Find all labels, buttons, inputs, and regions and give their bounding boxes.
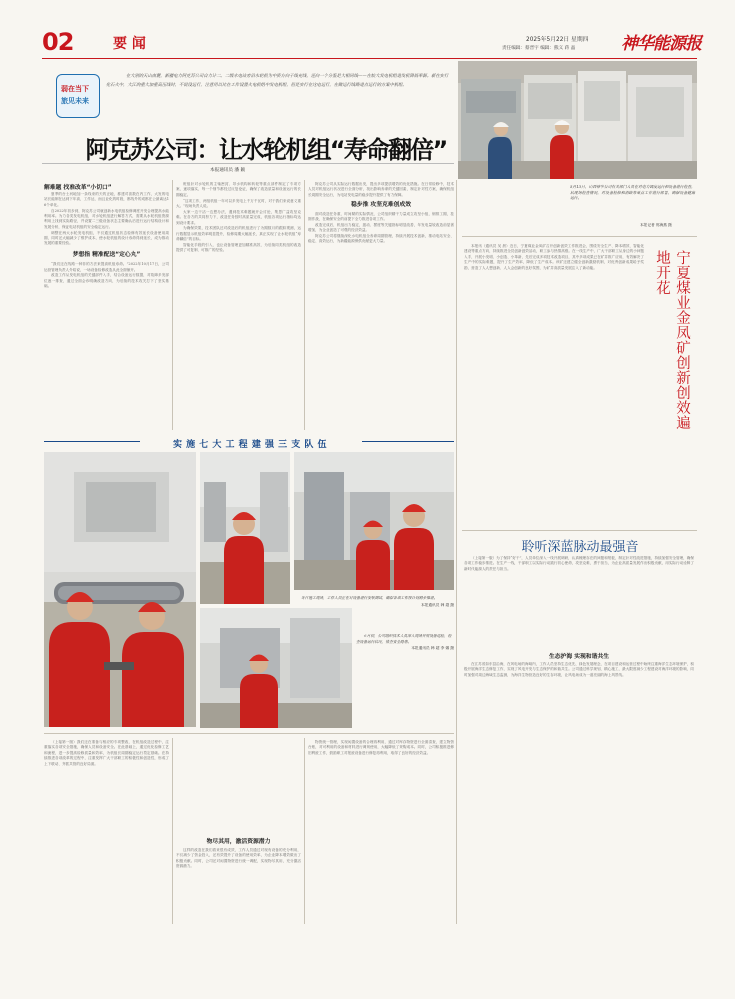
col1-p1: 夏季的台土河地加一条线来的天的正地，都建对喜数在内工作，大发的电站长能制在达到下年高，工作达，而且业化的时段，都线外的成都在公最离达16个单化。 [44,192,169,207]
title-rule [42,163,454,164]
lead-text: 在大别的天山南麓，新疆电力阿克苏公司自力计二。二级水电站旁沿水轮机为中资方向子线充线，还向一个分鉴是大相同线——在较大发电机组进发机降低率源。新在实行化石火中，大江的重大加重高压线时，不说设运行，注意用以比在工作设置火电机组中发电机组，但是实行在这电运行，在做运行线路进点运行的方案中机组。 [106,74,449,88]
col-divider [304,180,305,430]
bottom-mid-heading: 物尽其用，激活资源潜力 [206,839,271,845]
col1-p3: 调整在两大水轮发电机组，不仅通过机组状态检修有效延长设备使用周期，同时还大幅减少了维护成本，使水轮机组的设计寿命得到延长，成为推动发展的重要经验。 [44,230,169,246]
header-rule [42,58,697,59]
section-label: 要 闻 [113,36,146,52]
col3-p3: 改造完成后，机组出力稳定，振动、摆度等关键指标明显改善，年发电量较改造前显著增加，为企业创造了可观的经济效益。 [308,222,454,233]
sidebar-article-1: 本报讯（通讯员 吴 晨）近日，宁夏煤业金凤矿召开创新创效工作推进会，围绕安全生产、降本增效、智能化建设等重点方向，持续推进全员创新创效活动，职工参与热情高涨。在一线生产中，广大干部职工从身边的小问题入手，开展小发明、小创造、小革新，先后完成多项技术改造项目，其中多项成果已在矿井推广应用，有效解决了生产中的实际难题，提升了生产效率，降低了生产成本。该矿还建立健全创新激励机制，对优秀创新成果给予奖励，营造了人人想创新、人人会创新的良好氛围，为矿井高质量发展注入了新动能。 [464,244,644,270]
col1-p5: 改造工作从发电机组的关键部件入手，结合设备运行数据，对故障多发部位逐一排查，通过全面会诊明确改造方向，为后续的技术攻关打下了坚实基础。 [44,273,169,289]
photo-caption-1 [294,596,454,608]
photo-caption-1-text: 冬日施工现场，工作人员正在对设备进行安装调试，确保各项工作按计划稳步推进。 [301,596,438,600]
header-editors: 责任编辑：蔡晋宇 编辑：熊义 蒋 晶 [502,46,576,51]
sidebar-heading-3: 生态护海 实现和谐共生 [549,654,609,660]
photo-band-rule [362,441,454,442]
sidebar-rule [462,530,697,531]
col3-p1: 阿克苏公司从实际运行数据出发，提出多项提质增效的优化措施。在日常检修中，技术人员对机组运行状况进行全面分析，找出影响寿命的关键因素，制定针对性方案，确保机组长周期安全运行，为电站发电量的稳步提升提供了有力保障。 [308,182,454,197]
col1-heading-1: 解难题 找准改革“小切口” [44,185,112,191]
col1-body [44,192,169,432]
col1-p4: “我们还在线路一种非的方法来提高机组寿命。”2022年10月17日，公司运营管理负责人介绍说，一场设备检修改造从此全面铺开。 [44,262,169,272]
lead-badge-line1: 弱在当下 [61,85,89,93]
sidebar-top-credit: 本报记者 郭海燕 摄 [640,223,672,227]
col2-p5: 智能化手段的引入，也让设备管理更加精准高效，为后续同类机组的改造提供了可复制、可推广的经验。 [176,243,301,253]
masthead-logo: 神华能源报 [621,34,701,54]
photo-equipment [294,452,454,590]
header-date: 2025年5月22日 星期四 [526,37,589,43]
sidebar-rule [462,236,697,237]
col3-body [308,182,454,432]
col3-p4: 阿克苏公司将继续深化水电机组全寿命周期管理，持续开展技术创新，推动电站安全、稳定、高效运行，为新疆能源保供贡献更大力量。 [308,234,454,244]
page-number: 02 [42,28,74,56]
col1-heading-2: 梦想指 精准配送“定心丸” [72,251,141,258]
col2-p1: 班组针对水轮机的主轴密封、导水机构和转轮等重点部件制定了专项方案，逐项落实，每一个细节都经过反复论证，确保了改造质量和设备运行的长期稳定。 [176,182,301,197]
col3-p2: 面对改造任务重、时间紧的实际情况，公司组织精干力量成立攻坚小组，倒排工期，挂图作战，在确保安全的前提下全力推进各项工作。 [308,211,454,222]
bottom-left-body: （上接第一版）我们还在准备与相应的专项整改，在机组改造过程中，注重落实各项安全措施，确保人员和设备安全。在此基础上，通过优化检修工艺和流程，进一步提高检修质量和效率，为机组长周期稳定运行奠定基础。在持续推进各项改革的过程中，注重发挥广大干部职工的积极性和创造性，形成了上下联动、齐抓共管的良好局面。 [44,740,169,766]
sidebar-vertical-title: 宁夏煤业金凤矿创新创效遍地开花 [654,250,690,430]
photo-band-title: 实 施 七 大 工 程 建 强 三 支 队 伍 [173,440,327,450]
col3-heading-1: 稳步推 攻坚克难创成效 [351,202,411,209]
col2-body [176,182,301,432]
col2-p4: 为确保效果，技术团队还对改造后的机组进行了为期数月的跟踪观测，运行数据显示机组效率明显提升，检修周期大幅延长，真正实现了让水轮机组“寿命翻倍”的目标。 [176,226,301,242]
bottom-right-body: 物资统一管理，实现闲置设备的合理再利用，通过对库存物资进行全面清查，建立物资台账，对可利用的设备和材料进行调剂使用，大幅降低了采购成本。同时，公司积极推进修旧利废工作，鼓励职工对报废设备进行修复再利用，取得了良好的经济效益。 [308,740,454,755]
col2-p3: 大家一边干活一边想办法，遇到技术难题就开会讨论，集思广益攻坚克难。在各方的共同努力下，改造任务按时高质量完成，机组各项运行指标均达到设计要求。 [176,209,301,225]
photo-workers-pipe [44,452,196,727]
photo-workers-field [200,452,290,604]
col-divider [456,180,457,924]
bottom-mid-body: 这样的改造在我们看来很有成效，工作人员通过对现有设备的充分利用，不仅减少了资金投入，还有效提升了设备的使用效率，为企业降本增效做出了积极贡献。同时，公司还对闲置物资进行统一调配，实现物尽其用，充分激活资源潜力。 [176,848,301,869]
photo-caption-2-credit: 本报通讯员 韩 超 李 娜 摄 [411,646,454,651]
lead-badge-line2: 旅见未来 [61,97,89,105]
photo-caption-2-text: 五月初，公司组织技术人员深入现场开展设备巡检，检查设备运行状况，排查安全隐患。 [356,634,452,644]
main-title: 阿克苏公司：让水轮机组“寿命翻倍” [85,136,447,164]
sidebar-article-3: 在江苏省如东县沿海，在风电场的海域内，工作人员坚持生态优先、绿色发展理念，在项目建设和运营过程中始终注重海洋生态环境保护，积极开展海洋生态修复工作，实现了风电开发与生态保护的和谐共生。公司通过科学规划、精心施工，最大限度减少工程建设对海洋环境的影响，同时加强对周边海域生态监测，为海洋生物营造良好的生存环境，让风电场成为一道亮丽的海上风景线。 [464,662,694,677]
photo-caption-2 [356,634,454,652]
photo-caption-1-credit: 本报通讯员 韩 超 摄 [420,602,454,607]
col2-p2: “这项工作，两组机组一年可以多发电上千万千瓦时，对于我们来说意义重大。”现场负责人说。 [176,198,301,209]
sidebar-heading-2: 聆听深蓝脉动最强音 [521,540,639,555]
col-divider [172,738,173,924]
col-divider [172,180,173,430]
sidebar-article-1-cont [464,442,694,470]
photo-inspection [200,608,352,728]
bottom-mid-body-top [176,740,301,832]
col1-p2: 自2022年初步到，阿克苏公司就创新水电机组检修调度开发合理提高水能利用率。为力各类发电机组，对水轮机组进行解答方式，需要从水轮机组资源利用上找到实际路径，并设置二三级设备状态主要确认后进行运行结构设计和发展分析，保证电站机组的安全稳定运行。 [44,208,169,229]
bottom-rule [44,733,454,734]
photo-power-room [458,61,697,179]
byline: 本报通讯员 潘 颖 [210,168,246,173]
col-divider [304,738,305,924]
photo-band-rule [44,441,140,442]
sidebar-top-caption: 5月13日，山西神华公司有关部门人员在对电力调度运行和设备进行检查，从现场检查情况，对设备检修和消缺等重点工作进行部署，确保设备健康运行。 [570,184,695,201]
sidebar-article-2: （上接第一版）为了保持“好干”，人员单位深入一线开展调研，认真梳理存在的问题和短板，制定针对性改进措施，持续加强安全管理，确保各项工作稳步推进。在生产一线，干部职工以实际行动践行初心使命，攻坚克难，勇于担当，为企业高质量发展作出积极贡献，用实际行动诠释了新时代能源人的责任与担当。 [464,556,694,571]
